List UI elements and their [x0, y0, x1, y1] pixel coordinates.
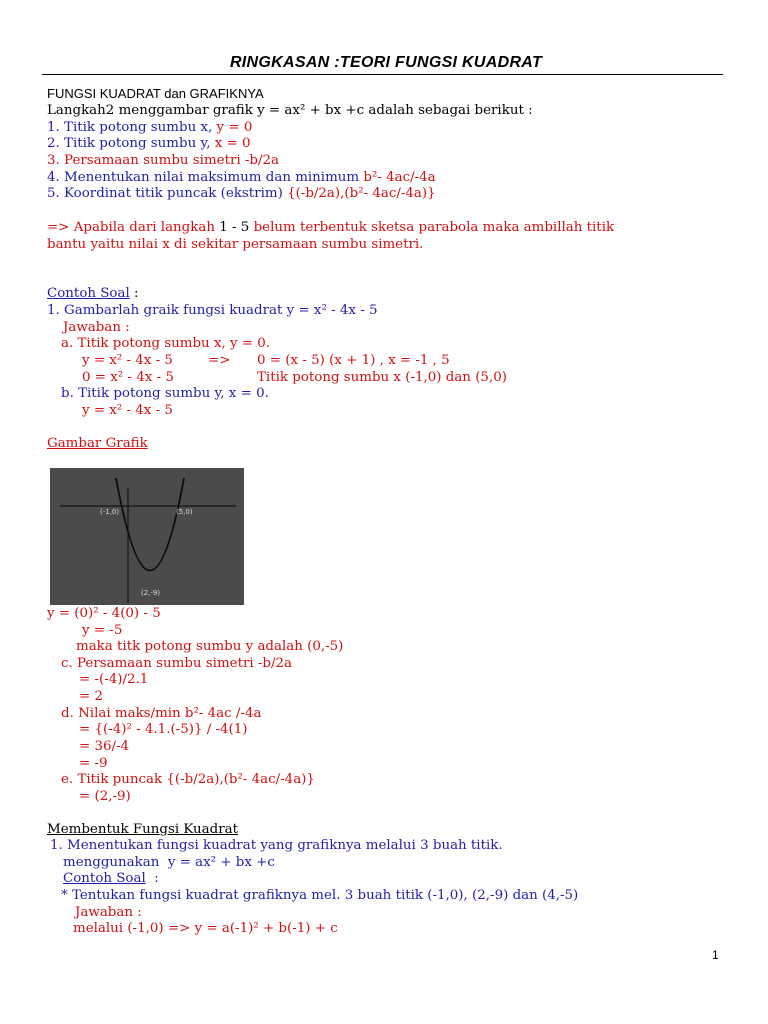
section-heading: FUNGSI KUADRAT dan GRAFIKNYA — [47, 86, 264, 101]
step-5: 5. Koordinat titik puncak (ekstrim) {(-b/2a),(b²- 4ac/-4a)} — [47, 186, 436, 201]
part-d-title: d. Nilai maks/min b²- 4ac /-4a — [61, 706, 262, 721]
part-e-title: e. Titik puncak {(-b/2a),(b²- 4ac/-4a)} — [61, 772, 315, 787]
part-c-step-2: = 2 — [79, 689, 103, 704]
method-1: 1. Menentukan fungsi kuadrat yang grafiknya melalui 3 buah titik. — [50, 838, 503, 853]
step-4: 4. Menentukan nilai maksimum dan minimum b²- 4ac/-4a — [47, 170, 436, 185]
intro-text: Langkah2 menggambar grafik y = ax² + bx +c adalah sebagai berikut : — [47, 103, 533, 118]
parabola-curve — [116, 478, 184, 571]
jawaban-label: Jawaban : — [63, 320, 130, 335]
part-a-step-2: 0 = x² - 4x - 5 — [82, 370, 174, 385]
step-1: 1. Titik potong sumbu x, y = 0 — [47, 120, 253, 135]
problem-statement: * Tentukan fungsi kuadrat grafiknya mel. 3 buah titik (-1,0), (2,-9) dan (4,-5) — [61, 888, 579, 903]
part-e-step-1: = (2,-9) — [79, 789, 131, 804]
jawaban-2-label: Jawaban : — [75, 905, 142, 920]
part-b-title: b. Titik potong sumbu y, x = 0. — [61, 386, 269, 401]
page-number: 1 — [712, 948, 719, 962]
step-3: 3. Persamaan sumbu simetri -b/2a — [47, 153, 280, 168]
solution-step-1: melalui (-1,0) => y = a(-1)² + b(-1) + c — [73, 921, 338, 936]
contoh-soal-heading: Contoh Soal : — [47, 286, 139, 301]
part-c-title: c. Persamaan sumbu simetri -b/2a — [61, 656, 293, 671]
part-d-step-3: = -9 — [79, 756, 108, 771]
part-c-step-1: = -(-4)/2.1 — [79, 672, 149, 687]
step-2: 2. Titik potong sumbu y, x = 0 — [47, 136, 251, 151]
note-line-2: bantu yaitu nilai x di sekitar persamaan sumbu simetri. — [47, 237, 424, 252]
part-a-step-1: y = x² - 4x - 5 — [82, 353, 173, 368]
part-d-step-1: = {(-4)² - 4.1.(-5)} / -4(1) — [79, 722, 248, 737]
note-line-1: => Apabila dari langkah 1 - 5 belum terbentuk sketsa parabola maka ambillah titik — [47, 220, 615, 235]
method-formula: menggunakan y = ax² + bx +c — [63, 855, 275, 870]
left-root-label: (-1,0) — [100, 508, 120, 516]
page-title: RINGKASAN :TEORI FUNGSI KUADRAT — [229, 54, 543, 71]
arrow: => — [208, 353, 231, 368]
part-a-roots: Titik potong sumbu x (-1,0) dan (5,0) — [257, 370, 507, 385]
title-divider — [42, 74, 723, 75]
parabola-graph-image — [50, 468, 244, 605]
question-1: 1. Gambarlah graik fungsi kuadrat y = x² - 4x - 5 — [47, 303, 378, 318]
part-b-step-3: y = -5 — [82, 623, 123, 638]
part-a-factor: 0 = (x - 5) (x + 1) , x = -1 , 5 — [257, 353, 450, 368]
part-b-step-1: y = x² - 4x - 5 — [82, 403, 173, 418]
part-b-step-2: y = (0)² - 4(0) - 5 — [47, 606, 161, 621]
part-d-step-2: = 36/-4 — [79, 739, 130, 754]
contoh-soal-2-heading: Contoh Soal : — [63, 871, 159, 886]
gambar-grafik-heading: Gambar Grafik — [47, 436, 148, 451]
membentuk-heading: Membentuk Fungsi Kuadrat — [47, 822, 239, 837]
part-a-title: a. Titik potong sumbu x, y = 0. — [61, 336, 271, 351]
right-root-label: (5,0) — [176, 508, 193, 516]
part-b-conclusion: maka titk potong sumbu y adalah (0,-5) — [76, 639, 344, 654]
vertex-label: (2,-9) — [141, 589, 161, 597]
